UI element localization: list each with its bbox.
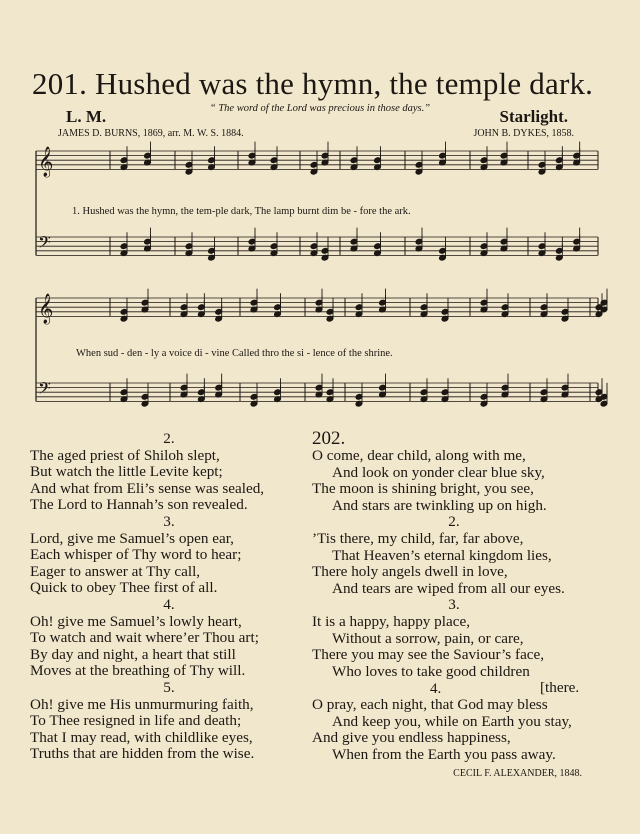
verse-line: The Lord to Hannah’s son revealed. (30, 496, 248, 514)
verse-line: By day and night, a heart that still (30, 645, 236, 663)
verse-line: Without a sorrow, pain, or care, (332, 629, 524, 647)
author-credit-202: CECIL F. ALEXANDER, 1848. (453, 768, 582, 779)
verse-line: And what from Eli’s sense was sealed, (30, 479, 265, 497)
lyric-line-1: 1. Hushed was the hymn, the tem-ple dark, The lamp burnt dim be - fore the ark. (72, 206, 411, 217)
treble-clef-icon: 𝄞 (38, 147, 54, 177)
verse-line: And look on yonder clear blue sky, (332, 463, 545, 481)
verse-line: Eager to answer at Thy call, (30, 562, 201, 580)
epigraph: “ The word of the Lord was precious in those days.” (209, 103, 431, 114)
verse-2 (312, 514, 596, 597)
verse-line: And stars are twinkling up on high. (332, 496, 547, 514)
hymn-201-verses (30, 431, 308, 763)
verse-line: To watch and wait where’er Thou art; (30, 629, 259, 647)
verse-line: Moves at the breathing of Thy will. (30, 662, 246, 680)
verse-line: That Heaven’s eternal kingdom lies, (332, 546, 552, 564)
verse-line: Each whisper of Thy word to hear; (30, 546, 242, 564)
verse-line: The aged priest of Shiloh slept, (30, 446, 220, 464)
verse-number: 3. (163, 512, 175, 530)
verse-line: To Thee resigned in life and death; (30, 712, 242, 730)
verse-3 (30, 514, 308, 597)
verse-5 (30, 680, 308, 763)
author-credit: JAMES D. BURNS, 1869, arr. M. W. S. 1884. (58, 128, 244, 139)
verse-line: Oh! give me His unmurmuring faith, (30, 695, 254, 713)
verse-line: ’Tis there, my child, far, far above, (312, 529, 524, 547)
verse-number: 4. (163, 595, 175, 613)
hymn-202-verses (312, 448, 596, 763)
verse-line: Quick to obey Thee first of all. (30, 579, 218, 597)
verse-number: 5. (163, 678, 175, 696)
treble-clef-icon: 𝄞 (38, 294, 54, 324)
verse-line-overflow: [there. (540, 679, 580, 697)
verse-1 (312, 448, 596, 514)
verse-2 (30, 431, 308, 514)
verse-line: Oh! give me Samuel’s lowly heart, (30, 612, 242, 630)
hymn-title: 201. Hushed was the hymn, the temple dark. (32, 66, 594, 101)
meter-label: L. M. (66, 107, 107, 126)
composer-credit: JOHN B. DYKES, 1858. (473, 128, 574, 139)
verse-number: 2. (163, 430, 175, 447)
verse-line: That I may read, with childlike eyes, (30, 728, 253, 746)
verse-line: Who loves to take good children (332, 662, 530, 680)
verse-4 (312, 697, 596, 763)
verse-line: And keep you, while on Earth you stay, (332, 712, 572, 730)
verse-line: Truths that are hidden from the wise. (30, 745, 255, 763)
verse-line: The moon is shining bright, you see, (312, 480, 534, 498)
tune-name: Starlight. (499, 107, 568, 126)
verse-line: And tears are wiped from all our eyes. (332, 579, 565, 597)
verse-number: 4. (430, 681, 442, 697)
verse-3 (312, 597, 596, 697)
bass-clef-icon: 𝄢 (38, 232, 51, 256)
verse-number: 3. (448, 596, 460, 614)
verse-4 (30, 597, 308, 680)
bass-clef-icon: 𝄢 (38, 378, 51, 402)
verse-line: There holy angels dwell in love, (312, 563, 508, 581)
verse-line: It is a happy, happy place, (312, 612, 471, 630)
verse-line: O come, dear child, along with me, (312, 447, 526, 464)
verse-line: Lord, give me Samuel’s open ear, (30, 529, 234, 547)
lyric-line-2: When sud - den - ly a voice di - vine Called thro the si - lence of the shrine. (76, 348, 393, 359)
verse-line: But watch the little Levite kept; (30, 463, 223, 481)
verse-line: When from the Earth you pass away. (332, 745, 556, 763)
hymn-202-number: 202. (312, 428, 346, 449)
music-score (0, 138, 640, 408)
verse-line: There you may see the Saviour’s face, (312, 646, 545, 664)
verse-line: O pray, each night, that God may bless (312, 695, 548, 713)
verse-line: And give you endless happiness, (312, 729, 511, 747)
verse-number: 2. (448, 513, 460, 531)
